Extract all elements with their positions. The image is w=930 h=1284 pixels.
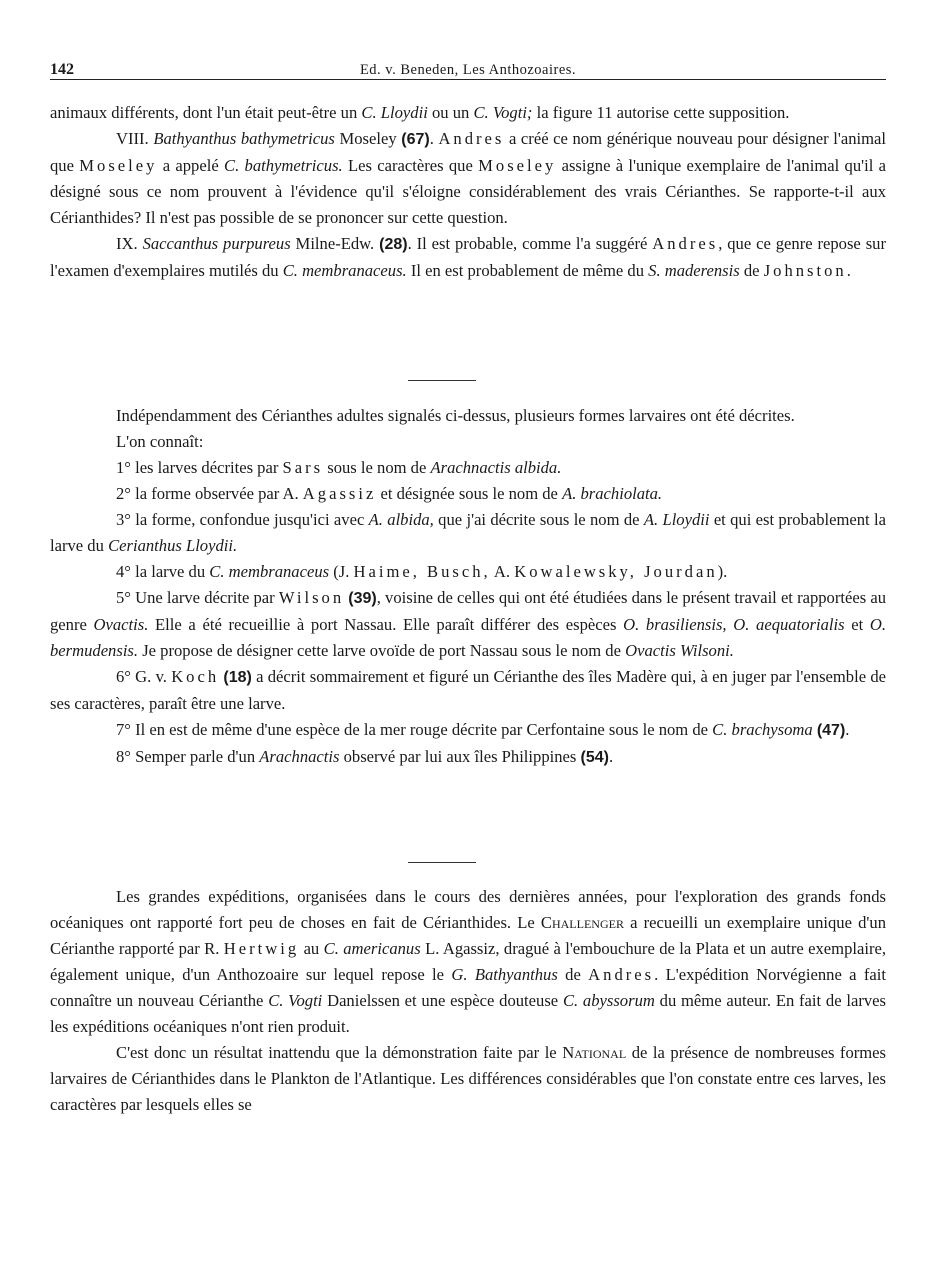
list-item: 6° G. v. Koch (18) a décrit sommairement et figuré un Cérianthe des îles Madère qui, à en juger par l'ensemble de ses caractères, paraît être une larve.	[50, 667, 886, 713]
list-item: 1° les larves décrites par Sars sous le nom de Arachnactis albida.	[116, 458, 562, 477]
section-top	[50, 100, 886, 284]
section-expeditions	[50, 884, 886, 1118]
paragraph-saccanthus: IX. Saccanthus purpureus Milne-Edw. (28). Il est probable, comme l'a suggéré Andres, que ce genre repose sur l'examen d'exemplaires mutilés du C. membranaceus. Il en est probablement de même du S. maderensis de Johnston.	[50, 234, 886, 280]
list-item: 5° Une larve décrite par Wilson (39), voisine de celles qui ont été étudiées dans le présent travail et rapportées au genre Ovactis. Elle a été recueillie à port Nassau. Elle paraît différer des espèces O. brasiliensis, O. aequatorialis et O. bermudensis. Je propose de désigner cette larve ovoïde de port Nassau sous le nom de Ovactis Wilsoni.	[50, 588, 887, 660]
page-number: 142	[50, 61, 74, 78]
list-item: 3° la forme, confondue jusqu'ici avec A. albida, que j'ai décrite sous le nom de A. Lloydii et qui est probablement la larve du Cerianthus Lloydii.	[50, 510, 886, 555]
paragraph-bathyanthus: VIII. Bathyanthus bathymetricus Moseley (67). Andres a créé ce nom générique nouveau pour désigner l'animal que Moseley a appelé C. bathymetricus. Les caractères que Moseley assigne à l'unique exemplaire de l'animal qu'il a désigné sous ce nom prouvent à l'évidence qu'il s'éloigne considérablement des vrais Cérianthes. Se rapporte-t-il aux Cérianthides? Il n'est pas possible de se prononcer sur cette question.	[50, 129, 886, 227]
paragraph-on-connait: L'on connaît:	[116, 432, 204, 451]
section-divider	[408, 380, 476, 381]
section-larvae	[50, 403, 886, 771]
running-header	[50, 57, 886, 80]
list-item: 7° Il en est de même d'une espèce de la mer rouge décrite par Cerfontaine sous le nom de C. brachysoma (47).	[116, 720, 850, 739]
list-item: 4° la larve du C. membranaceus (J. Haime, Busch, A. Kowalewsky, Jourdan).	[116, 562, 728, 581]
list-item: 2° la forme observée par A. Agassiz et désignée sous le nom de A. brachiolata.	[116, 484, 663, 503]
list-item: 8° Semper parle d'un Arachnactis observé par lui aux îles Philippines (54).	[116, 747, 614, 766]
paragraph-national: C'est donc un résultat inattendu que la démonstration faite par le National de la présence de nombreuses formes larvaires de Cérianthides dans le Plankton de l'Atlantique. Les différences considérables que l'on constate entre ces larves, les caractères par lesquels elles se	[50, 1043, 887, 1114]
paragraph-expeditions: Les grandes expéditions, organisées dans le cours des dernières années, pour l'exploration des grands fonds océaniques ont rapporté fort peu de choses en fait de Cérianthides. Le Challenger a recueilli un exemplaire unique d'un Cérianthe rapporté par R. Hertwig au C. americanus L. Agassiz, dragué à l'embouchure de la Plata et un autre exemplaire, également unique, d'un Anthozoaire sur lequel repose le G. Bathyanthus de Andres. L'expédition Norvégienne a fait connaître un nouveau Cérianthe C. Vogti Danielssen et une espèce douteuse C. abyssorum du même auteur. En fait de larves les expéditions océaniques n'ont rien produit.	[50, 887, 886, 1036]
paragraph-larvae-intro: Indépendamment des Cérianthes adultes signalés ci-dessus, plusieurs formes larvaires ont été décrites.	[116, 406, 795, 425]
paragraph-continuation: animaux différents, dont l'un était peut-être un C. Lloydii ou un C. Vogti; la figure 11 autorise cette supposition.	[50, 103, 790, 122]
section-divider	[408, 862, 476, 863]
running-title: Ed. v. Beneden, Les Anthozoaires.	[359, 62, 577, 78]
